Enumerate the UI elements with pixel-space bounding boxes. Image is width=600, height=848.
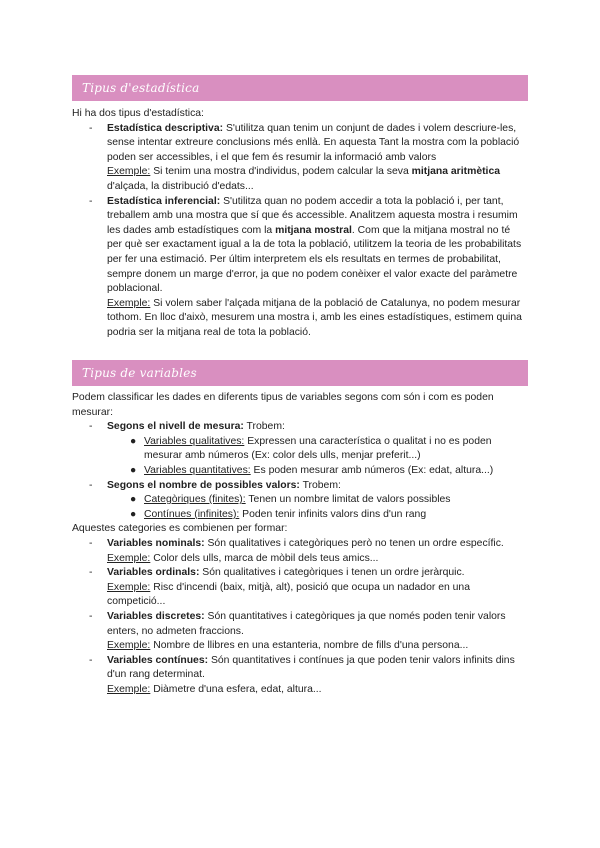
- sub-item-qualitative: ● Variables qualitatives: Expressen una característica o qualitat i no es poden mesurar amb números (Ex: color dels ulls, menjar preferit...): [130, 435, 492, 462]
- section-statistics-body: [72, 107, 528, 341]
- dash-bullet: -: [89, 195, 93, 207]
- term: Estadística inferencial:: [107, 195, 221, 207]
- list-item-descriptive: - Estadística descriptiva: S'utilitza quan tenim un conjunt de dades i volem descriure-les, sense intentar extreure conclusions més enllà. En aquesta Tant la mostra com la població poden ser accessibles, i el que fem és resumir la informació amb valors Exemple: Si tenim una mostra d'individus, podem calcular la seva mitjana aritmètica d'alçada, la distribució d'edats...: [89, 122, 520, 192]
- dot-bullet: ●: [130, 508, 137, 520]
- term: Estadística descriptiva:: [107, 122, 224, 134]
- list-item-discrete: - Variables discretes: Són quantitatives i categòriques ja que només poden tenir valors enters, no admeten fraccions. Exemple: Nombre de llibres en una estanteria, nombre de fills d'una persona...: [89, 610, 506, 652]
- example-label: Exemple:: [107, 166, 151, 178]
- section-title-variables: Tipus de variables: [72, 360, 528, 386]
- list-item-ordinal: - Variables ordinals: Són qualitatives i categòriques i tenen un ordre jeràrquic. Exemple: Risc d'incendi (baix, mitjà, alt), posició que ocupa un nadador en una competició...: [89, 567, 470, 608]
- list-item-inferential: - Estadística inferencial: S'utilitza quan no podem accedir a tota la població i, per tant, treballem amb una mostra que sí que és accessible. Analitzem aquesta mostra i resumim les dades amb estadístiques com la mitjana mostral. Com que la mitjana mostral no té per què ser exactament igual a la de tota la població, utilitzem la teoria de les probabilitats per fer una estimació. Per últim interpretem els els resultats en termes de probabilitat, sempre donem un marge d'error, ja que no podem conèixer el valor exacte del paràmetre poblacional. Exemple: Si volem saber l'alçada mitjana de la població de Catalunya, no podem mesurar tothom. En lloc d'això, mesurem una mostra i, amb les eines estadístiques, estimem quina podria ser la mitjana real de tota la població.: [89, 195, 522, 338]
- list-item-continuous: - Variables contínues: Són quantitatives i contínues ja que poden tenir valors infinits dins d'un rang determinat. Exemple: Diàmetre d'una esfera, edat, altura...: [89, 654, 515, 695]
- list-item-possible-values: - Segons el nombre de possibles valors: Trobem:: [72, 479, 528, 494]
- dash-bullet: -: [89, 122, 93, 134]
- dash-bullet: -: [89, 537, 93, 549]
- intro-text: Hi ha dos tipus d'estadística:: [72, 108, 204, 119]
- dash-bullet: -: [89, 421, 93, 433]
- section-title-statistics: Tipus d'estadística: [72, 75, 528, 101]
- sub-item-categorical: ● Categòriques (finites): Tenen un nombre limitat de valors possibles: [72, 493, 528, 508]
- dot-bullet: ●: [130, 464, 137, 476]
- intro-text: Podem classificar les dades en diferents tipus de variables segons com són i com es poden mesurar:: [72, 392, 494, 418]
- dash-bullet: -: [89, 479, 93, 491]
- dot-bullet: ●: [130, 494, 137, 506]
- dot-bullet: ●: [130, 435, 137, 447]
- sub-item-continuous: ● Contínues (infinites): Poden tenir infinits valors dins d'un rang: [72, 508, 528, 523]
- dash-bullet: -: [89, 610, 93, 622]
- list-item-nominal: - Variables nominals: Són qualitatives i categòriques però no tenen un ordre específic. Exemple: Color dels ulls, marca de mòbil dels teus amics...: [89, 537, 504, 564]
- example-label: Exemple:: [107, 297, 151, 309]
- dash-bullet: -: [89, 654, 93, 666]
- combine-intro: Aquestes categories es combienen per formar:: [72, 523, 288, 535]
- dash-bullet: -: [89, 567, 93, 579]
- section-variables-body: [72, 391, 528, 697]
- list-item-measure-level: - Segons el nivell de mesura: Trobem:: [72, 420, 528, 435]
- sub-item-quantitative: ● Variables quantitatives: Es poden mesurar amb números (Ex: edat, altura...): [72, 464, 528, 479]
